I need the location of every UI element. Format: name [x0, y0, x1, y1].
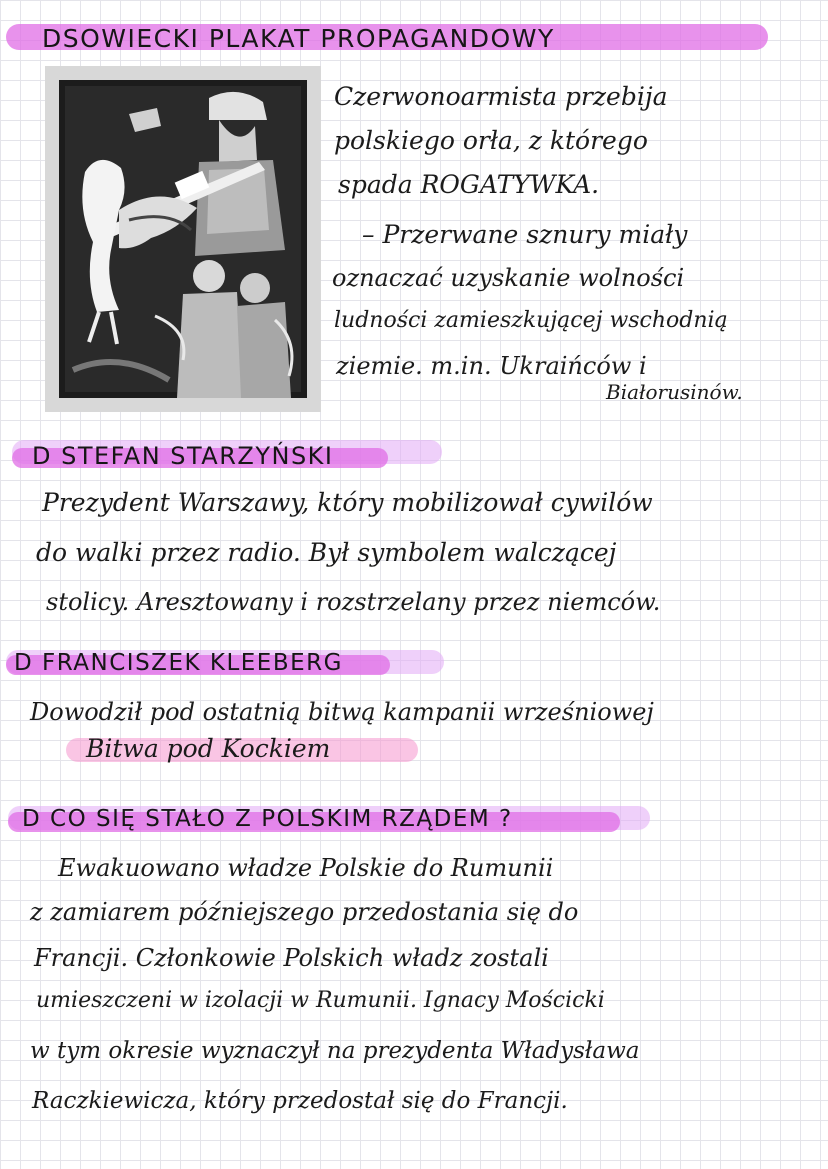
government-text-line: z zamiarem późniejszego przedostania się do [30, 898, 579, 926]
kleeberg-battle-line: Bitwa pod Kockiem [86, 734, 331, 763]
section-heading-kleeberg: D FRANCISZEK KLEEBERG [14, 650, 343, 676]
propaganda-poster-image [45, 66, 321, 412]
government-text-line: Francji. Członkowie Polskich władz zostali [34, 944, 549, 972]
poster-text-line: spada ROGATYWKA. [338, 170, 600, 199]
poster-text-line: Białorusinów. [606, 380, 743, 404]
kleeberg-text-line: Dowodził pod ostatnią bitwą kampanii wrześniowej [30, 698, 654, 726]
poster-text-line: – Przerwane sznury miały [362, 220, 688, 249]
government-text-line: umieszczeni w izolacji w Rumunii. Ignacy Mościcki [36, 988, 605, 1013]
poster-text-line: polskiego orła, z którego [334, 126, 648, 155]
poster-text-line: oznaczać uzyskanie wolności [332, 264, 685, 292]
government-text-line: Raczkiewicza, który przedostał się do Francji. [32, 1088, 568, 1114]
poster-text-line: ziemie. m.in. Ukraińców i [336, 352, 647, 380]
section-heading-starzynski: D STEFAN STARZYŃSKI [32, 442, 334, 470]
government-text-line: Ewakuowano władze Polskie do Rumunii [58, 854, 554, 882]
government-text-line: w tym okresie wyznaczył na prezydenta Władysława [30, 1038, 640, 1064]
poster-text-line: Czerwonoarmista przebija [334, 82, 668, 111]
section-heading-poster: DSOWIECKI PLAKAT PROPAGANDOWY [42, 24, 555, 53]
starzynski-text-line: stolicy. Aresztowany i rozstrzelany przez niemców. [46, 588, 661, 616]
section-heading-government: D CO SIĘ STAŁO Z POLSKIM RZĄDEM ? [22, 806, 513, 832]
starzynski-text-line: Prezydent Warszawy, który mobilizował cywilów [42, 488, 653, 517]
poster-text-line: ludności zamieszkującej wschodnią [334, 308, 728, 333]
starzynski-text-line: do walki przez radio. Był symbolem walczącej [36, 538, 617, 567]
